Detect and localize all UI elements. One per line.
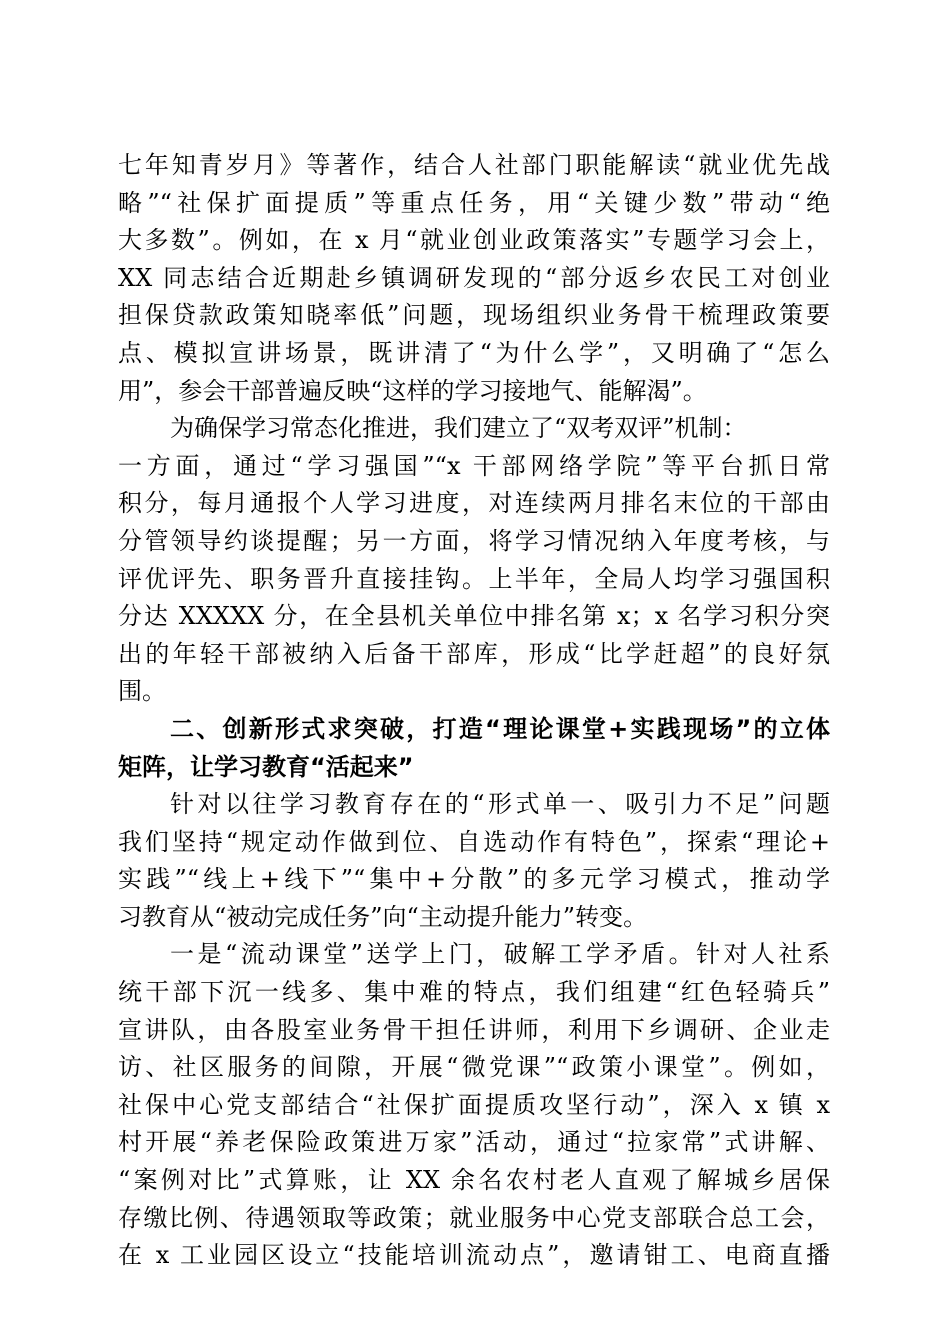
paragraph-line: 针对以往学习教育存在的“形式单一、吸引力不足”问题: [170, 790, 830, 819]
paragraph-line: XX 同志结合近期赴乡镇调研发现的“部分返乡农民工对创业: [118, 263, 830, 292]
section-heading-line: 矩阵，让学习教育“活起来”: [118, 752, 414, 781]
paragraph-line: 评优评先、职务晋升直接挂钩。上半年，全局人均学习强国积: [118, 564, 830, 593]
paragraph-line: 习教育从“被动完成任务”向“主动提升能力”转变。: [118, 902, 648, 931]
paragraph-line: 在 x 工业园区设立“技能培训流动点”，邀请钳工、电商直播: [118, 1241, 830, 1270]
paragraph-line: 村开展“养老保险政策进万家”活动，通过“拉家常”式讲解、: [118, 1128, 830, 1157]
paragraph-line: 分达 XXXXX 分，在全县机关单位中排名第 x；x 名学习积分突: [118, 602, 830, 631]
paragraph-line: 大多数”。例如，在 x 月“就业创业政策落实”专题学习会上，: [118, 226, 830, 255]
paragraph-line: 出的年轻干部被纳入后备干部库，形成“比学赶超”的良好氛: [118, 639, 830, 668]
paragraph-line: 存缴比例、待遇领取等政策；就业服务中心党支部联合总工会，: [118, 1203, 830, 1232]
document-body: [118, 147, 830, 1275]
paragraph-line: 七年知青岁月》等著作，结合人社部门职能解读“就业优先战: [118, 151, 830, 179]
paragraph-line: 社保中心党支部结合“社保扩面提质攻坚行动”，深入 x 镇 x: [118, 1090, 830, 1119]
paragraph-line: 统干部下沉一线多、集中难的特点，我们组建“红色轻骑兵”: [118, 978, 830, 1007]
paragraph-line: 分管领导约谈提醒；另一方面，将学习情况纳入年度考核，与: [118, 526, 830, 555]
paragraph-line: 我们坚持“规定动作做到位、自选动作有特色”，探索“理论+: [118, 827, 830, 856]
paragraph-line: 积分，每月通报个人学习进度，对连续两月排名末位的干部由: [118, 489, 830, 518]
paragraph-line: 宣讲队，由各股室业务骨干担任讲师，利用下乡调研、企业走: [118, 1015, 830, 1044]
paragraph-line: 访、社区服务的间隙，开展“微党课”“政策小课堂”。例如，: [118, 1053, 830, 1082]
paragraph-line: 担保贷款政策知晓率低”问题，现场组织业务骨干梳理政策要: [118, 301, 830, 330]
paragraph-line: 一是“流动课堂”送学上门，破解工学矛盾。针对人社系: [170, 940, 830, 969]
section-heading-line: 二、创新形式求突破，打造“理论课堂+实践现场”的立体: [170, 714, 830, 743]
paragraph-line: 用”，参会干部普遍反映“这样的学习接地气、能解渴”。: [118, 376, 707, 405]
paragraph-line: “案例对比”式算账，让 XX 余名农村老人直观了解城乡居保: [118, 1166, 830, 1195]
paragraph-line: 实践”“线上+线下”“集中+分散”的多元学习模式，推动学: [118, 865, 830, 894]
paragraph-line: 为确保学习常态化推进，我们建立了“双考双评”机制：: [170, 414, 747, 443]
paragraph-line: 围。: [118, 677, 166, 706]
paragraph-line: 一方面，通过“学习强国”“x 干部网络学院”等平台抓日常: [118, 451, 830, 480]
paragraph-line: 点、模拟宣讲场景，既讲清了“为什么学”，又明确了“怎么: [118, 338, 830, 367]
paragraph-line: 略”“社保扩面提质”等重点任务，用“关键少数”带动“绝: [118, 188, 830, 217]
